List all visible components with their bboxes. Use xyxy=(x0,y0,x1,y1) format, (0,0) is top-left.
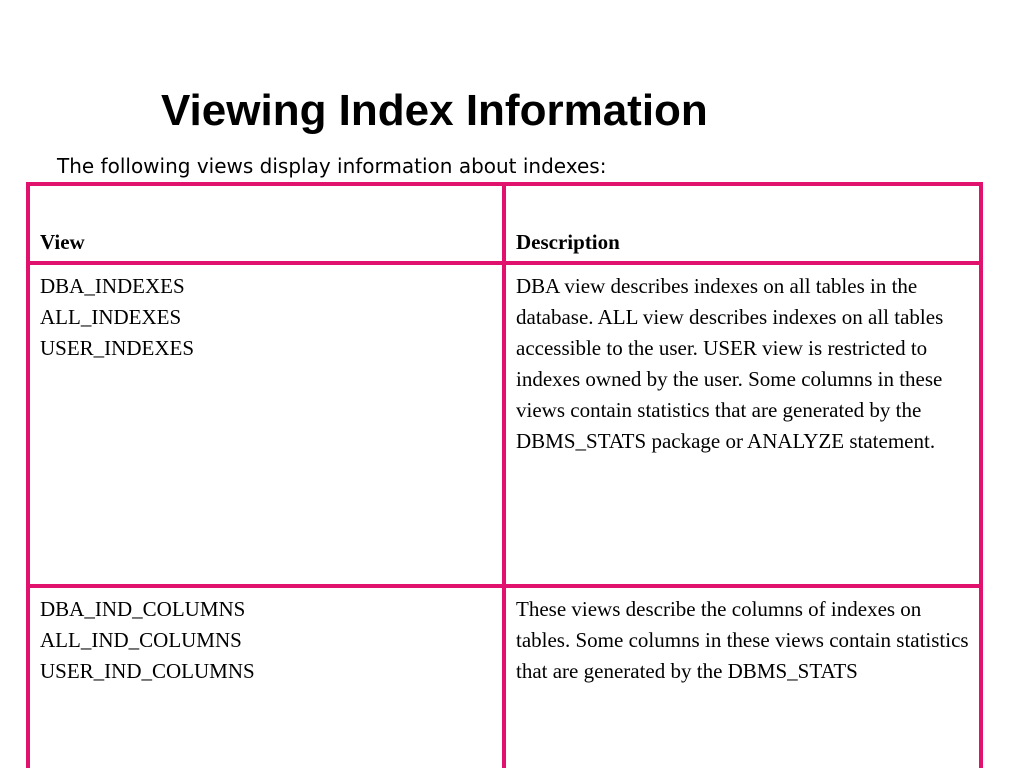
table-row xyxy=(28,586,981,768)
view-names-cell xyxy=(28,586,504,768)
description-cell xyxy=(504,263,981,586)
header-description: Description xyxy=(504,184,981,263)
view-name: ALL_IND_COLUMNS xyxy=(40,628,242,652)
view-description: These views describe the columns of indexes on tables. Some columns in these views contain statistics that are generated by the DBMS_STATS xyxy=(516,597,969,683)
view-description: DBA view describes indexes on all tables in the database. ALL view describes indexes on all tables accessible to the user. USER view is restricted to indexes owned by the user. Some columns in these views contain statistics that are generated by the DBMS_STATS package or ANALYZE statement. xyxy=(516,274,944,453)
view-name: ALL_INDEXES xyxy=(40,305,182,329)
description-cell xyxy=(504,586,981,768)
header-view: View xyxy=(28,184,504,263)
page-title: Viewing Index Information xyxy=(161,86,708,135)
view-names-cell xyxy=(28,263,504,586)
view-name: USER_IND_COLUMNS xyxy=(40,659,255,683)
view-name: DBA_INDEXES xyxy=(40,274,185,298)
view-name: DBA_IND_COLUMNS xyxy=(40,597,246,621)
table-header-row xyxy=(28,184,981,263)
view-name: USER_INDEXES xyxy=(40,336,195,360)
table-row xyxy=(28,263,981,586)
subtitle: The following views display information about indexes: xyxy=(57,154,607,178)
index-views-table xyxy=(26,182,983,768)
